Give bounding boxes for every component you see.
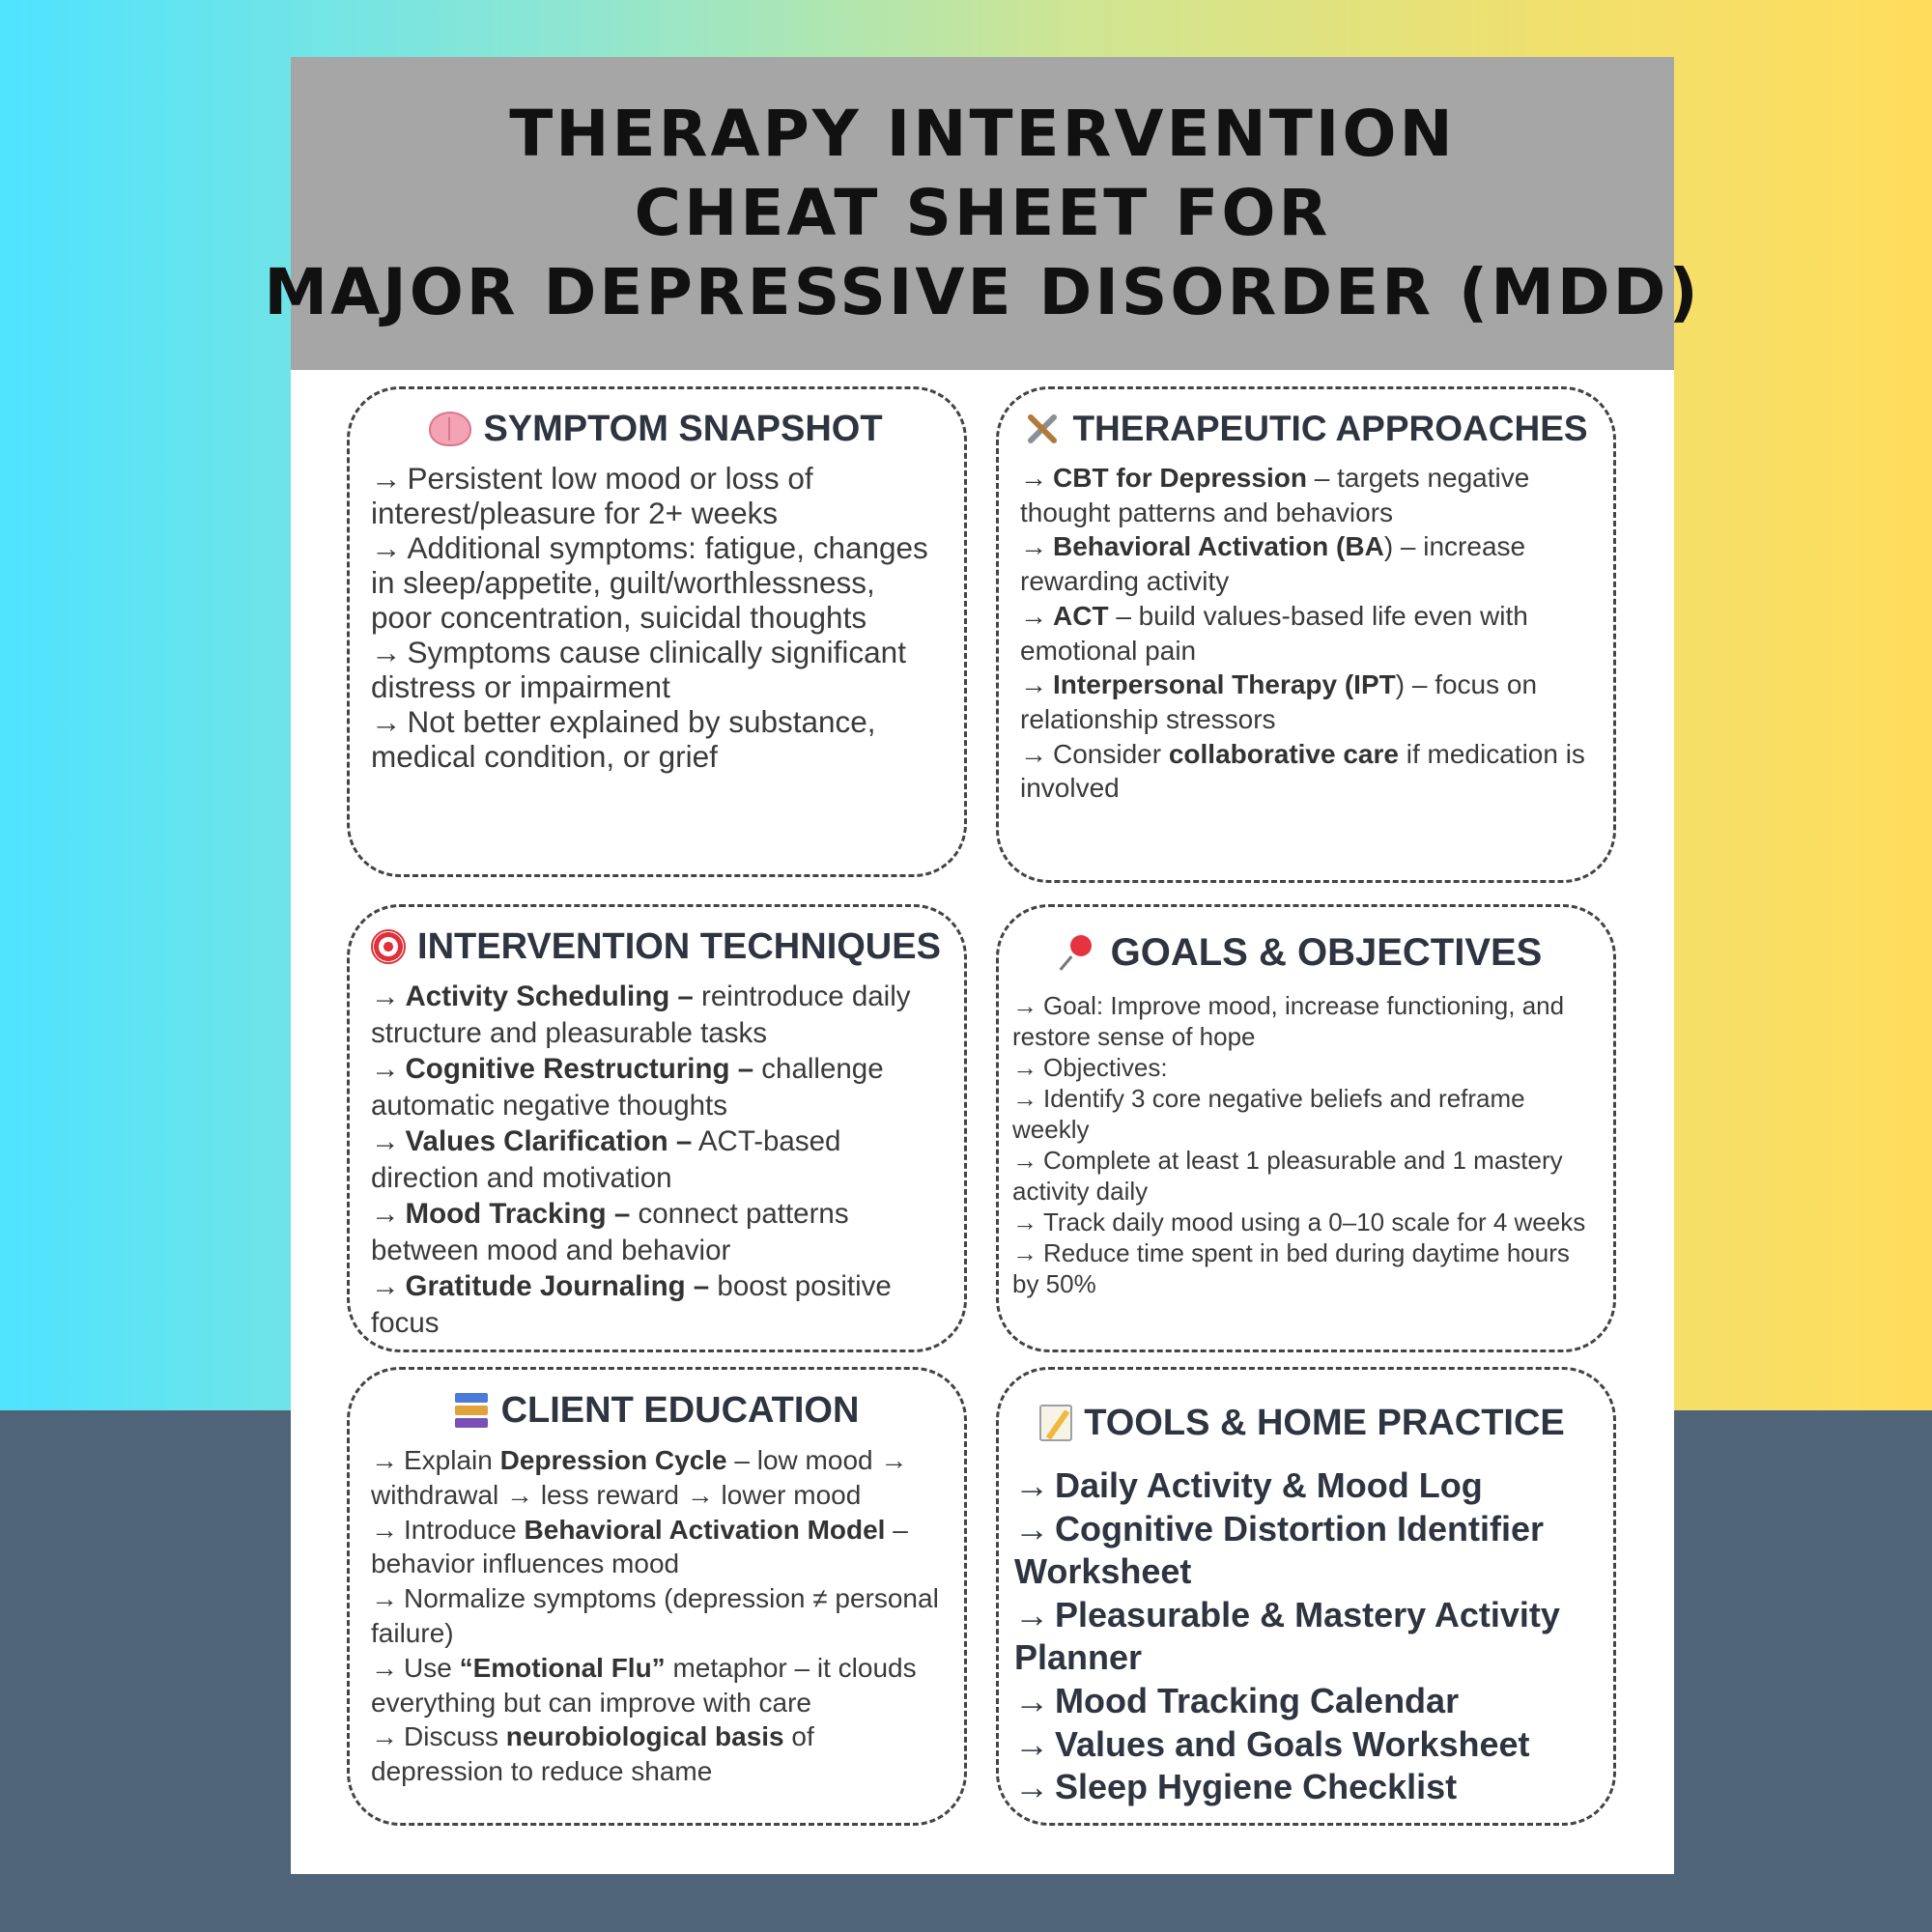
arrow-icon: →	[371, 1652, 398, 1683]
arrow-icon: →	[1020, 669, 1047, 700]
card-title-text: CLIENT EDUCATION	[500, 1389, 860, 1431]
item-bold: Depression Cycle	[499, 1445, 727, 1475]
list-item	[371, 1123, 941, 1196]
card-title-text: INTERVENTION TECHNIQUES	[417, 925, 941, 967]
item-text: reintroduce daily structure and pleasurable tasks	[371, 980, 911, 1049]
card-title-text: SYMPTOM SNAPSHOT	[483, 408, 883, 449]
item-bold: “Emotional Flu”	[459, 1652, 666, 1683]
arrow-icon: →	[371, 1721, 398, 1752]
arrow-icon: →	[1014, 1465, 1049, 1505]
page-title-line-3: MAJOR DEPRESSIVE DISORDER (MDD)	[264, 255, 1701, 329]
arrow-icon: →	[371, 1445, 398, 1475]
item-prefix: Use	[404, 1652, 460, 1683]
item-text: Normalize symptoms (depression ≠ personal failure)	[371, 1583, 939, 1648]
arrow-icon: →	[371, 1583, 398, 1614]
item-text: Daily Activity & Mood Log	[1055, 1465, 1483, 1505]
item-bold: Gratitude Journaling –	[405, 1270, 710, 1302]
item-bold: Activity Scheduling –	[405, 980, 694, 1012]
list-item	[1014, 1766, 1590, 1809]
card-title-text: THERAPEUTIC APPROACHES	[1072, 409, 1588, 448]
list-item	[1020, 737, 1590, 806]
arrow-icon: →	[1012, 1146, 1037, 1175]
list-item	[1020, 668, 1590, 736]
therapeutic-approaches-card	[996, 386, 1616, 883]
arrow-icon: →	[1014, 1767, 1049, 1807]
item-text: ) – increase rewarding activity	[1020, 531, 1526, 597]
list-item	[1012, 1237, 1590, 1299]
item-text: Pleasurable & Mastery Activity Planner	[1014, 1594, 1560, 1678]
item-bold: Values Clarification –	[405, 1125, 693, 1157]
arrow-icon: →	[1020, 600, 1047, 631]
arrow-icon: →	[1012, 1084, 1037, 1113]
card-title-text: GOALS & OBJECTIVES	[1110, 930, 1543, 974]
therapeutic-approaches-title	[1020, 403, 1590, 455]
arrow-icon: →	[371, 1198, 400, 1230]
list-item	[371, 1268, 941, 1341]
item-bold: ACT	[1053, 600, 1109, 631]
goals-objectives-card	[996, 904, 1616, 1352]
arrow-icon: →	[371, 704, 402, 739]
item-text: if medication is involved	[1020, 738, 1585, 804]
list-item	[1020, 461, 1590, 529]
item-prefix: Discuss	[404, 1721, 506, 1752]
item-text: Cognitive Distortion Identifier Worksheet	[1014, 1508, 1545, 1592]
arrow-icon: →	[371, 1053, 400, 1085]
arrow-icon: →	[1020, 738, 1047, 769]
list-item	[371, 1651, 941, 1720]
item-text: Mood Tracking Calendar	[1055, 1680, 1460, 1720]
list-item	[371, 461, 941, 530]
item-text: Reduce time spent in bed during daytime hours by 50%	[1012, 1238, 1570, 1298]
list-item	[371, 1196, 941, 1268]
memo-icon	[1039, 1405, 1072, 1441]
client-education-card	[347, 1367, 967, 1826]
list-item	[371, 1443, 941, 1513]
item-text: Identify 3 core negative beliefs and reframe weekly	[1012, 1084, 1525, 1144]
arrow-icon: →	[371, 530, 402, 565]
therapeutic-approaches-list	[1020, 461, 1590, 806]
tools-home-practice-title	[1014, 1389, 1590, 1457]
item-text: Objectives:	[1043, 1053, 1168, 1082]
arrow-icon: →	[1012, 1238, 1037, 1267]
arrow-icon: →	[371, 635, 402, 669]
arrow-icon: →	[1014, 1680, 1049, 1720]
intervention-techniques-list	[371, 979, 941, 1341]
list-item	[1020, 529, 1590, 598]
list-item	[1014, 1508, 1590, 1594]
card-title-text: TOOLS & HOME PRACTICE	[1084, 1402, 1565, 1443]
symptom-snapshot-list	[371, 461, 941, 774]
item-text: of depression to reduce shame	[371, 1721, 814, 1787]
item-text: – build values-based life even with emotional pain	[1020, 600, 1528, 666]
goals-objectives-title	[1012, 921, 1590, 984]
arrow-icon: →	[371, 461, 402, 496]
list-item	[1012, 1145, 1590, 1207]
arrow-icon: →	[371, 1270, 400, 1302]
arrow-icon: →	[1014, 1508, 1049, 1548]
client-education-title	[371, 1383, 941, 1437]
item-text: connect patterns between mood and behavior	[371, 1198, 849, 1266]
item-text: – behavior influences mood	[371, 1514, 908, 1579]
arrow-icon: →	[1014, 1723, 1049, 1764]
item-text: Persistent low mood or loss of interest/pleasure for 2+ weeks	[371, 461, 813, 530]
item-text: – targets negative thought patterns and behaviors	[1020, 463, 1530, 527]
list-item	[1020, 599, 1590, 668]
symptom-snapshot-card	[347, 386, 967, 877]
list-item	[1012, 990, 1590, 1052]
item-text: Sleep Hygiene Checklist	[1055, 1767, 1458, 1807]
item-bold: Cognitive Restructuring –	[405, 1053, 754, 1085]
list-item	[371, 1581, 941, 1651]
item-prefix: Introduce	[404, 1514, 525, 1545]
client-education-list	[371, 1443, 941, 1789]
item-bold: Mood Tracking –	[405, 1198, 631, 1230]
list-item	[1012, 1083, 1590, 1145]
item-prefix: Explain	[404, 1445, 500, 1475]
arrow-icon: →	[371, 980, 400, 1012]
list-item	[371, 1719, 941, 1789]
item-text: Values and Goals Worksheet	[1055, 1723, 1530, 1764]
list-item	[371, 704, 941, 774]
tools-home-practice-card	[996, 1367, 1616, 1826]
item-prefix: Consider	[1053, 738, 1169, 769]
item-text: ) – focus on relationship stressors	[1020, 669, 1538, 734]
list-item	[371, 979, 941, 1051]
brain-icon	[429, 412, 471, 446]
page-title-line-2: CHEAT SHEET FOR	[634, 176, 1331, 250]
list-item	[371, 1051, 941, 1123]
list-item	[1012, 1207, 1590, 1237]
list-item	[1014, 1680, 1590, 1723]
item-text: Goal: Improve mood, increase functioning, and restore sense of hope	[1012, 991, 1565, 1051]
item-text: Additional symptoms: fatigue, changes in sleep/appetite, guilt/worthlessness, poor concentration, suicidal thoughts	[371, 530, 928, 635]
list-item	[1014, 1723, 1590, 1767]
page-title-line-1: THERAPY INTERVENTION	[509, 97, 1456, 171]
item-bold: Interpersonal Therapy (IPT	[1053, 669, 1396, 700]
arrow-icon: →	[1020, 463, 1047, 493]
list-item	[1012, 1052, 1590, 1083]
list-item	[1014, 1464, 1590, 1508]
item-bold: Behavioral Activation Model	[524, 1514, 886, 1545]
symptom-snapshot-title	[371, 403, 941, 455]
item-text: ACT-based direction and motivation	[371, 1125, 841, 1194]
arrow-icon: →	[1020, 531, 1047, 562]
goals-objectives-list	[1012, 990, 1590, 1299]
item-text: boost positive focus	[371, 1270, 892, 1339]
item-text: Not better explained by substance, medical condition, or grief	[371, 704, 876, 774]
list-item	[371, 635, 941, 704]
item-text: – low mood → withdrawal → less reward → lower mood	[371, 1445, 908, 1510]
hammer-and-wrench-icon	[1022, 410, 1061, 448]
target-icon	[371, 929, 406, 964]
arrow-icon: →	[1012, 991, 1037, 1020]
arrow-icon: →	[1012, 1208, 1037, 1236]
item-bold: Behavioral Activation (BA	[1053, 531, 1384, 562]
item-bold: collaborative care	[1168, 738, 1399, 769]
tools-home-practice-list	[1014, 1464, 1590, 1809]
arrow-icon: →	[371, 1125, 400, 1157]
intervention-techniques-title	[371, 921, 941, 973]
list-item	[371, 530, 941, 635]
item-bold: CBT for Depression	[1053, 463, 1307, 493]
item-text: metaphor – it clouds everything but can improve with care	[371, 1652, 917, 1718]
item-text: Track daily mood using a 0–10 scale for 4 weeks	[1043, 1208, 1586, 1236]
books-icon	[453, 1391, 490, 1430]
item-text: challenge automatic negative thoughts	[371, 1053, 884, 1122]
item-text: Complete at least 1 pleasurable and 1 mastery activity daily	[1012, 1146, 1563, 1206]
arrow-icon: →	[1014, 1594, 1049, 1634]
list-item	[1014, 1594, 1590, 1680]
item-text: Symptoms cause clinically significant distress or impairment	[371, 635, 906, 704]
arrow-icon: →	[1012, 1053, 1037, 1082]
intervention-techniques-card	[347, 904, 967, 1352]
list-item	[371, 1513, 941, 1582]
cheat-sheet-page	[264, 57, 1701, 1874]
page-header	[264, 57, 1701, 370]
item-bold: neurobiological basis	[505, 1721, 784, 1752]
pushpin-icon	[1061, 933, 1099, 972]
arrow-icon: →	[371, 1514, 398, 1545]
